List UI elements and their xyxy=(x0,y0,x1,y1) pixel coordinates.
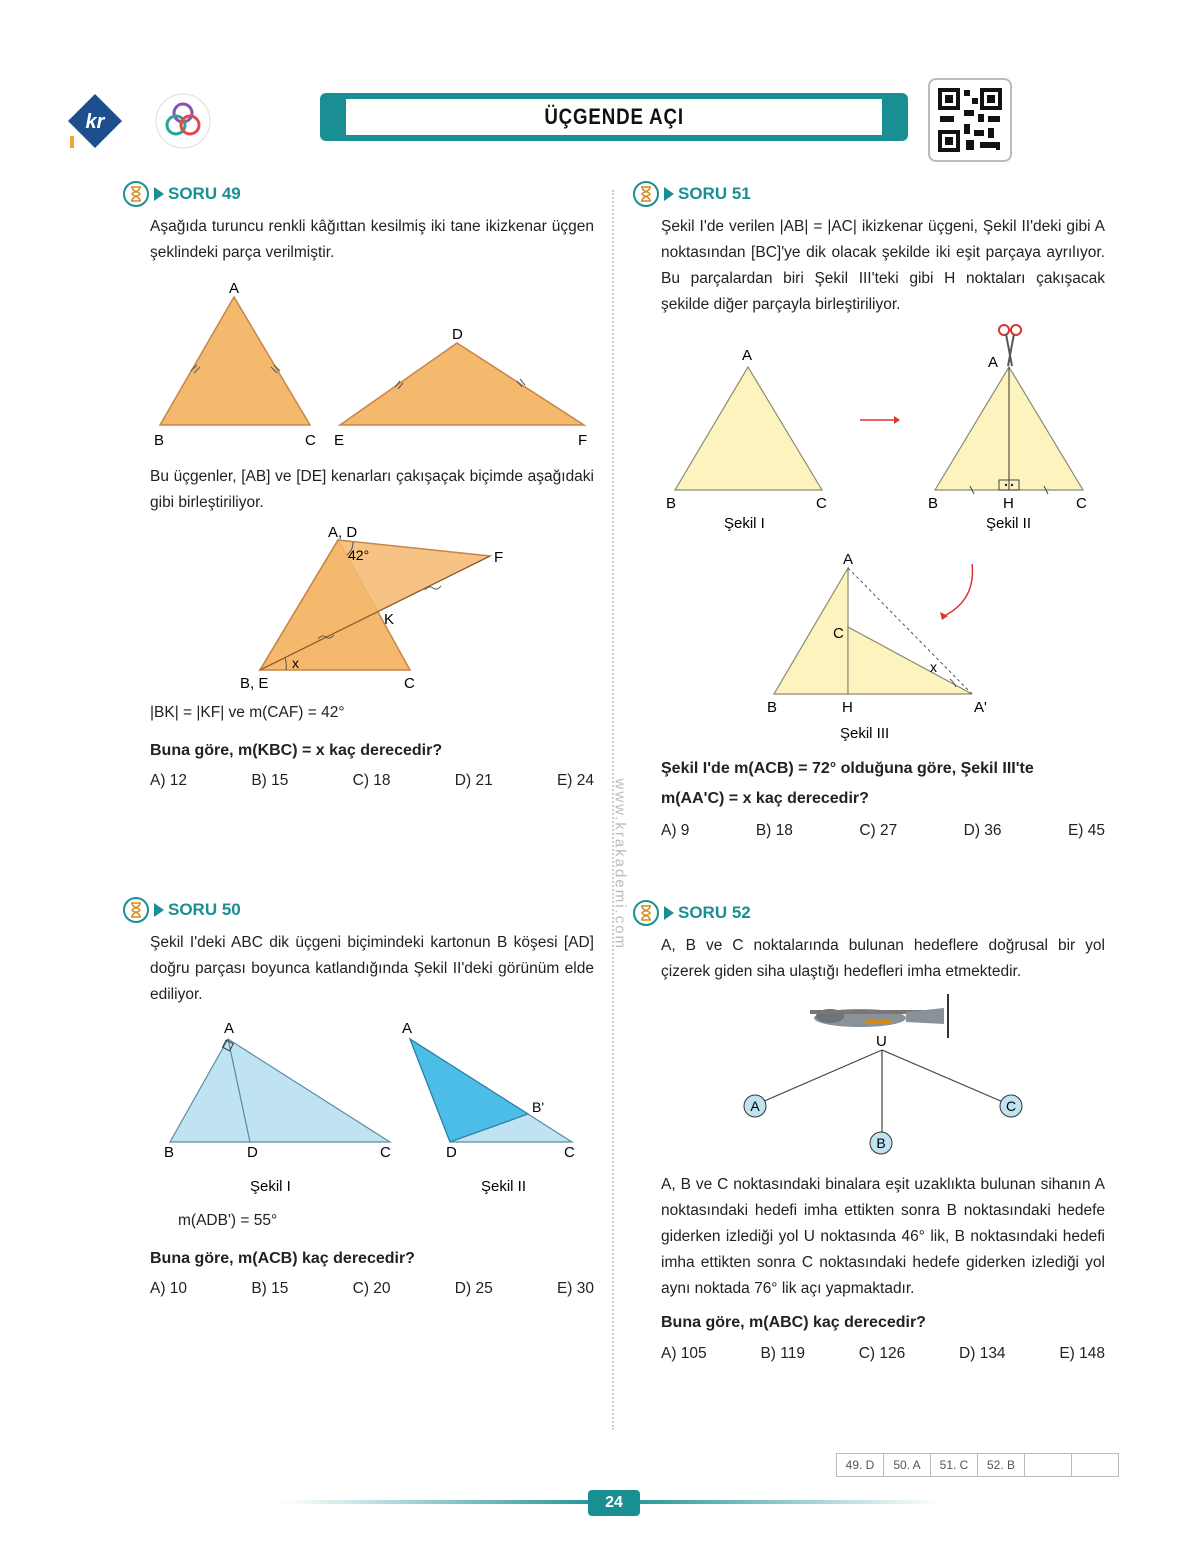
q49-f1-label-B: B xyxy=(154,432,165,449)
q49-f1-label-E: E xyxy=(334,432,345,449)
page-title: ÜÇGENDE AÇI xyxy=(544,104,684,129)
arrow-right-icon xyxy=(894,416,900,424)
q51-f3-label-A: A xyxy=(843,551,854,568)
q50-label: SORU 50 xyxy=(168,900,241,919)
q52-option-d[interactable]: D) 134 xyxy=(959,1345,1006,1362)
q50-option-d[interactable]: D) 25 xyxy=(454,1280,493,1297)
answer-key-cell xyxy=(1072,1454,1119,1477)
q51-f1-label-B: B xyxy=(666,495,677,512)
q52-label-U: U xyxy=(876,1033,887,1050)
q49-question: Buna göre, m(KBC) = x kaç derecedir? xyxy=(150,742,443,759)
q49-figure-1 xyxy=(140,275,610,455)
q51-f3-label-H: H xyxy=(842,699,853,716)
arrow-icon xyxy=(154,187,164,201)
arrow-icon xyxy=(664,906,674,920)
q49-f1-label-D: D xyxy=(452,326,463,343)
q51-f1-label-C: C xyxy=(816,495,827,512)
page-title-banner xyxy=(320,93,908,141)
q52-option-a[interactable]: A) 105 xyxy=(661,1345,707,1362)
q50-f2-label-D: D xyxy=(446,1144,457,1161)
q50-header xyxy=(122,896,241,924)
q52-label-C: C xyxy=(1005,1098,1017,1114)
q51-intro: Şekil I'de verilen |AB| = |AC| ikizkenar üçgeni, Şekil II'deki gibi A noktasından [BC]'ye dik olacak şekilde iki eşit parçaya ayrılıyor. Bu parçalardan biri Şekil III'teki gibi H noktaları çakışacak şekilde diğer parçayla birleştiriliyor. xyxy=(661,218,1105,313)
q49-f2-label-x: x xyxy=(292,655,299,671)
q49-f1-label-A: A xyxy=(228,280,240,297)
hourglass-icon xyxy=(632,899,660,927)
answer-key-cell: 50. A xyxy=(884,1454,931,1477)
q51-option-d[interactable]: D) 36 xyxy=(963,822,1002,839)
q50-option-a[interactable]: A) 10 xyxy=(150,1280,188,1297)
q52-options xyxy=(661,1345,1105,1363)
q49-f2-label-AD: A, D xyxy=(328,524,358,541)
q51-question-line-2: m(AA'C) = x kaç derecedir? xyxy=(661,790,869,807)
q49-option-c[interactable]: C) 18 xyxy=(352,772,391,789)
q49-figure-2 xyxy=(230,520,520,695)
q52-option-e[interactable]: E) 148 xyxy=(1059,1345,1105,1362)
q50-question: Buna göre, m(ACB) kaç derecedir? xyxy=(150,1250,415,1267)
q50-options xyxy=(150,1280,594,1298)
answer-key xyxy=(836,1453,1119,1477)
q51-f2-label-A: A xyxy=(988,354,999,371)
answer-key-cell xyxy=(1025,1454,1072,1477)
q51-f2-label-C: C xyxy=(1076,495,1087,512)
circles-logo xyxy=(154,92,212,150)
q51-shape-3-caption: Şekil III xyxy=(840,725,890,742)
arrow-icon xyxy=(154,903,164,917)
q51-f3-label-Ap: A' xyxy=(974,699,987,716)
q51-header xyxy=(632,180,751,208)
q50-f1-label-B: B xyxy=(164,1144,175,1161)
q52-label-B: B xyxy=(876,1135,886,1151)
q50-figure xyxy=(150,1015,600,1195)
q50-option-e[interactable]: E) 30 xyxy=(556,1280,594,1297)
q50-option-b[interactable]: B) 15 xyxy=(251,1280,289,1297)
q51-f2-label-H: H xyxy=(1003,495,1014,512)
q49-option-d[interactable]: D) 21 xyxy=(454,772,493,789)
q51-f3-label-B: B xyxy=(767,699,778,716)
q49-given: |BK| = |KF| ve m(CAF) = 42° xyxy=(150,704,345,721)
answer-key-cell: 49. D xyxy=(837,1454,884,1477)
q49-label: SORU 49 xyxy=(168,184,241,203)
q51-option-e[interactable]: E) 45 xyxy=(1067,822,1105,839)
q50-f1-label-D: D xyxy=(247,1144,258,1161)
q49-options xyxy=(150,772,594,790)
q50-given: m(ADB') = 55° xyxy=(178,1212,278,1229)
q51-f2-label-B: B xyxy=(928,495,939,512)
q51-figure xyxy=(660,320,1110,745)
q49-option-a[interactable]: A) 12 xyxy=(150,772,188,789)
q49-middle: Bu üçgenler, [AB] ve [DE] kenarları çakışaçak biçimde aşağıdaki gibi birleştiriliyor. xyxy=(150,468,594,511)
q51-label: SORU 51 xyxy=(678,184,751,203)
q51-f1-label-A: A xyxy=(742,347,753,364)
q52-question: Buna göre, m(ABC) kaç derecedir? xyxy=(661,1314,926,1331)
q51-options xyxy=(661,822,1105,840)
q52-option-c[interactable]: C) 126 xyxy=(858,1345,906,1362)
page-number: 24 xyxy=(588,1490,640,1516)
q50-intro: Şekil I'deki ABC dik üçgeni biçimindeki kartonun B köşesi [AD] doğru parçası boyunca katlandığında Şekil II'deki görünüm elde ediliyor. xyxy=(150,934,594,1003)
q49-intro: Aşağıda turuncu renkli kâğıttan kesilmiş iki tane ikizkenar üçgen şeklindeki parça verilmiştir. xyxy=(150,218,594,261)
q49-option-e[interactable]: E) 24 xyxy=(556,772,594,789)
scissors-icon xyxy=(999,325,1021,366)
q50-f2-label-Bp: B' xyxy=(532,1099,545,1115)
hourglass-icon xyxy=(122,180,150,208)
q52-body: A, B ve C noktasındaki binalara eşit uzaklıkta bulunan sihanın A noktasındaki hedefi imha ettikten sonra B noktasındaki hedefe giderken izlediği yol U noktasında 46° lik, B noktasındaki hedefi imha ettikten sonra C noktasındaki hedefe giderken izlediği yol aynı noktada 76° lik açı yapmaktadır. xyxy=(661,1176,1105,1297)
curved-arrow-icon xyxy=(940,612,948,620)
qr-code[interactable] xyxy=(928,78,1012,162)
q49-f2-angle: 42° xyxy=(348,547,370,563)
q50-f1-label-C: C xyxy=(380,1144,391,1161)
q49-f1-label-F: F xyxy=(578,432,588,449)
website-text: www.krakademi.com xyxy=(611,778,629,951)
q50-f2-label-C: C xyxy=(564,1144,575,1161)
arrow-icon xyxy=(664,187,674,201)
q52-option-b[interactable]: B) 119 xyxy=(760,1345,805,1362)
q50-option-c[interactable]: C) 20 xyxy=(352,1280,391,1297)
q51-option-a[interactable]: A) 9 xyxy=(661,822,690,839)
q51-option-b[interactable]: B) 18 xyxy=(755,822,793,839)
svg-text:kr: kr xyxy=(85,111,105,133)
q52-intro: A, B ve C noktalarında bulunan hedeflere doğrusal bir yol çizerek giden siha ulaştığı hedefleri imha etmektedir. xyxy=(661,937,1105,980)
q51-f3-label-C: C xyxy=(833,625,844,642)
q51-shape-1-caption: Şekil I xyxy=(724,515,765,532)
q50-f2-label-A: A xyxy=(402,1020,413,1037)
q51-shape-2-caption: Şekil II xyxy=(986,515,1032,532)
drone-icon xyxy=(810,994,948,1038)
q49-f2-label-C: C xyxy=(404,675,415,692)
answer-key-cell: 51. C xyxy=(931,1454,978,1477)
q50-shape-2-caption: Şekil II xyxy=(481,1178,527,1195)
q50-shape-1-caption: Şekil I xyxy=(250,1178,291,1195)
q49-option-b[interactable]: B) 15 xyxy=(251,772,289,789)
hourglass-icon xyxy=(122,896,150,924)
q49-f2-label-BE: B, E xyxy=(240,675,269,692)
q51-option-c[interactable]: C) 27 xyxy=(859,822,898,839)
q52-header xyxy=(632,899,751,927)
q49-f1-label-C: C xyxy=(305,432,316,449)
q50-f1-label-A: A xyxy=(224,1020,235,1037)
q52-figure xyxy=(730,990,1040,1160)
q49-f2-label-F: F xyxy=(494,549,504,566)
q52-label-A: A xyxy=(750,1098,760,1114)
publisher-logo xyxy=(66,92,124,150)
q51-question-line-1: Şekil I'de m(ACB) = 72° olduğuna göre, Şekil III'te xyxy=(661,760,1034,777)
q49-f2-label-K: K xyxy=(384,611,395,628)
answer-key-cell: 52. B xyxy=(978,1454,1025,1477)
q49-header xyxy=(122,180,241,208)
q52-label: SORU 52 xyxy=(678,903,751,922)
q51-f3-label-x: x xyxy=(930,659,937,675)
hourglass-icon xyxy=(632,180,660,208)
